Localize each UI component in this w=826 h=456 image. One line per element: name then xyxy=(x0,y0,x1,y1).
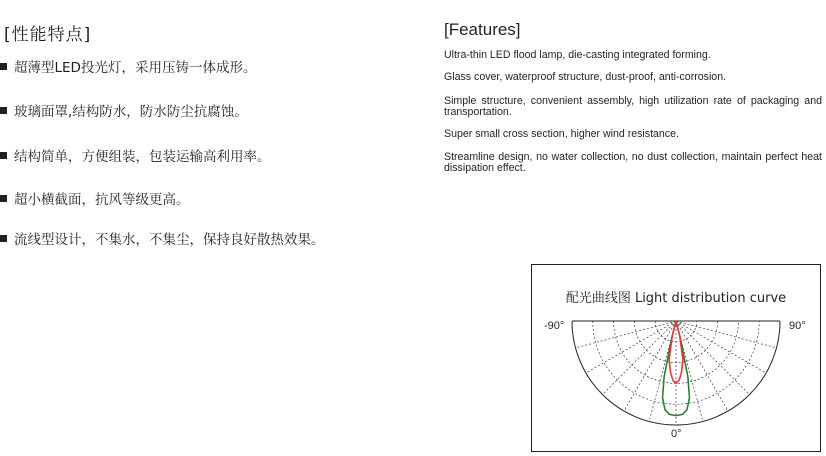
chart-title: 配光曲线图 Light distribution curve xyxy=(565,291,787,306)
list-item xyxy=(0,228,325,248)
list-item: Super small cross section, higher wind resistance. xyxy=(444,128,679,140)
list-item xyxy=(0,188,190,208)
list-item: Ultra-thin LED flood lamp, die-casting integrated forming. xyxy=(444,49,711,61)
list-item: Simple structure, convenient assembly, high utilization rate of packaging and transportation. xyxy=(444,95,822,118)
features-cn-title: [性能特点] xyxy=(4,25,92,45)
grid-spoke xyxy=(586,321,676,373)
feature-cn-text: 流线型设计，不集水，不集尘，保持良好散热效果。 xyxy=(14,232,325,248)
feature-cn-text: 超薄型LED投光灯，采用压铸一体成形。 xyxy=(14,60,257,76)
grid-spoke xyxy=(676,321,728,411)
angle-label-right: 90° xyxy=(789,320,806,332)
polar-grid xyxy=(572,321,780,425)
feature-cn-text: 玻璃面罩,结构防水，防水防尘抗腐蚀。 xyxy=(14,104,248,120)
list-item: Glass cover, waterproof structure, dust-proof, anti-corrosion. xyxy=(444,71,727,83)
grid-spoke xyxy=(602,321,676,395)
feature-cn-text: 超小横截面，抗风等级更高。 xyxy=(14,192,190,208)
bullet-icon xyxy=(0,235,7,242)
angle-label-bottom: 0° xyxy=(671,428,682,440)
list-item: Streamline design, no water collection, no dust collection, maintain perfect heat dissipation effect. xyxy=(444,151,822,174)
polar-plot xyxy=(532,265,820,451)
grid-spoke xyxy=(676,321,776,348)
angle-label-left: -90° xyxy=(544,320,565,332)
grid-spoke xyxy=(676,321,750,395)
list-item xyxy=(0,56,256,76)
bullet-icon xyxy=(0,195,7,202)
feature-cn-text: 结构简单，方便组装，包装运输高利用率。 xyxy=(14,149,271,165)
features-en-title: [Features] xyxy=(444,20,521,39)
grid-spoke xyxy=(676,321,766,373)
grid-spoke xyxy=(624,321,676,411)
bullet-icon xyxy=(0,63,7,70)
light-distribution-chart xyxy=(531,264,821,452)
bullet-icon xyxy=(0,152,7,159)
grid-spoke xyxy=(576,321,676,348)
bullet-icon xyxy=(0,107,7,114)
list-item xyxy=(0,100,248,120)
list-item xyxy=(0,145,271,165)
